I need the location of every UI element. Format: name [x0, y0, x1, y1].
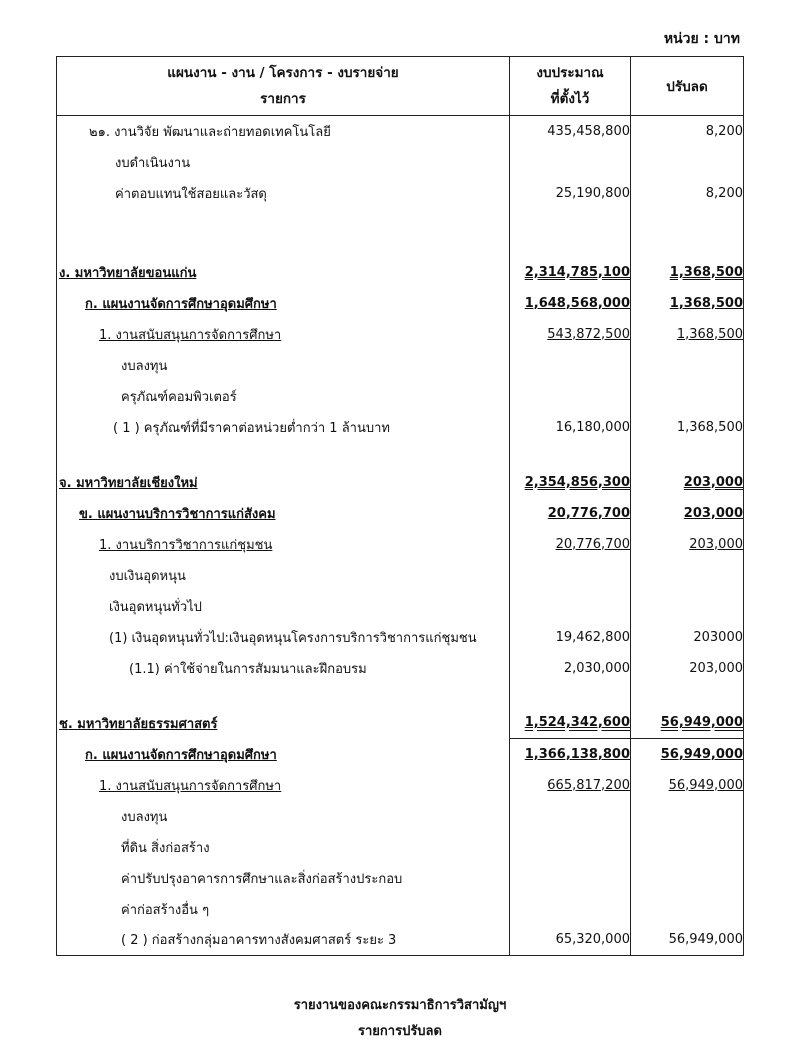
table-row — [57, 739, 744, 770]
row-cut: 56,949,000 — [631, 739, 744, 770]
row-cut: 1,368,500 — [676, 326, 743, 342]
row-label: ค่าตอบแทนใช้สอยและวัสดุ — [57, 178, 510, 209]
row-cut: 1,368,500 — [676, 419, 743, 435]
row-cut: 203,000 — [683, 505, 743, 521]
table-row — [57, 381, 744, 412]
spacer-row — [57, 684, 744, 708]
row-label: เงินอุดหนุนทั่วไป — [57, 591, 510, 622]
row-cut: 203,000 — [689, 536, 743, 552]
row-budget: 2,314,785,100 — [510, 257, 631, 288]
spacer-row — [57, 443, 744, 467]
row-cut: 56,949,000 — [668, 777, 743, 793]
header-budget — [510, 57, 631, 116]
table-row — [57, 116, 744, 147]
row-label-university: ช. มหาวิทยาลัยธรรมศาสตร์ — [57, 708, 510, 739]
row-label-task: 1. งานสนับสนุนการจัดการศึกษา — [57, 770, 510, 801]
row-label: งบลงทุน — [57, 801, 510, 832]
row-label: ( 2 ) ก่อสร้างกลุ่มอาคารทางสังคมศาสตร์ ระยะ 3 — [57, 925, 510, 956]
budget-table — [56, 56, 744, 956]
table-header-row — [57, 57, 744, 116]
row-label-plan: ก. แผนงานจัดการศึกษาอุดมศึกษา — [57, 288, 510, 319]
table-row — [57, 350, 744, 381]
table-row — [57, 412, 744, 443]
row-cut — [631, 350, 744, 381]
row-budget: 2,030,000 — [510, 653, 631, 684]
row-label-task: 1. งานบริการวิชาการแก่ชุมชน — [57, 529, 510, 560]
row-label-plan: ข. แผนงานบริการวิชาการแก่สังคม — [57, 498, 510, 529]
row-cut: 1,368,500 — [669, 264, 743, 280]
row-cut: 203,000 — [683, 474, 743, 490]
table-row — [57, 178, 744, 209]
table-row — [57, 770, 744, 801]
row-budget: 1,524,342,600 — [510, 708, 631, 739]
spacer-row — [57, 209, 744, 233]
row-budget: 65,320,000 — [510, 925, 631, 956]
table-row — [57, 319, 744, 350]
header-plan-line2: รายการ — [260, 91, 306, 107]
row-label: ๒๑. งานวิจัย พัฒนาและถ่ายทอดเทคโนโลยี — [57, 116, 510, 147]
table-row — [57, 801, 744, 832]
header-plan-line1: แผนงาน - งาน / โครงการ - งบรายจ่าย — [167, 65, 399, 81]
row-cut — [631, 560, 744, 591]
table-row — [57, 560, 744, 591]
row-label-university: ง. มหาวิทยาลัยขอนแก่น — [57, 257, 510, 288]
table-row — [57, 147, 744, 178]
table-row — [57, 925, 744, 956]
row-budget: 25,190,800 — [510, 178, 631, 209]
row-cut: 203,000 — [689, 660, 743, 676]
table-row — [57, 863, 744, 894]
row-cut — [631, 147, 744, 178]
table-row — [57, 708, 744, 739]
row-label: ค่าปรับปรุงอาคารการศึกษาและสิ่งก่อสร้างประกอบ — [57, 863, 510, 894]
row-budget — [510, 560, 631, 591]
header-budget-line1: งบประมาณ — [536, 65, 604, 81]
table-row — [57, 529, 744, 560]
row-label-university: จ. มหาวิทยาลัยเชียงใหม่ — [57, 467, 510, 498]
row-budget — [510, 863, 631, 894]
row-label: งบเงินอุดหนุน — [57, 560, 510, 591]
row-cut — [631, 832, 744, 863]
header-plan — [57, 57, 510, 116]
row-label: ครุภัณฑ์คอมพิวเตอร์ — [57, 381, 510, 412]
header-cut: ปรับลด — [631, 57, 744, 116]
row-cut: 8,200 — [705, 123, 743, 139]
row-cut — [631, 894, 744, 925]
table-row — [57, 467, 744, 498]
table-row — [57, 894, 744, 925]
row-budget: 20,776,700 — [510, 529, 631, 560]
row-budget — [510, 350, 631, 381]
row-budget: 2,354,856,300 — [510, 467, 631, 498]
row-cut — [631, 863, 744, 894]
row-label: ที่ดิน สิ่งก่อสร้าง — [57, 832, 510, 863]
row-budget: 543,872,500 — [510, 319, 631, 350]
row-label: งบลงทุน — [57, 350, 510, 381]
row-cut: 8,200 — [705, 185, 743, 201]
footer-report-title: รายงานของคณะกรรมาธิการวิสามัญฯ — [293, 998, 507, 1013]
table-row — [57, 622, 744, 653]
row-budget: 1,648,568,000 — [510, 288, 631, 319]
row-label: งบดำเนินงาน — [57, 147, 510, 178]
row-budget: 1,366,138,800 — [510, 739, 631, 770]
row-label: ค่าก่อสร้างอื่น ๆ — [57, 894, 510, 925]
row-budget: 20,776,700 — [510, 498, 631, 529]
row-budget — [510, 381, 631, 412]
row-budget — [510, 147, 631, 178]
row-budget: 435,458,800 — [510, 116, 631, 147]
row-label-plan: ก. แผนงานจัดการศึกษาอุดมศึกษา — [57, 739, 510, 770]
row-cut — [631, 801, 744, 832]
row-cut: 56,949,000 — [660, 715, 743, 731]
row-budget — [510, 832, 631, 863]
row-cut: 56,949,000 — [668, 932, 743, 948]
row-cut: 1,368,500 — [669, 295, 743, 311]
row-budget — [510, 801, 631, 832]
row-cut: 203000 — [693, 629, 743, 645]
table-row — [57, 832, 744, 863]
table-row — [57, 498, 744, 529]
unit-label: หน่วย : บาท — [663, 31, 740, 47]
footer-report-subtitle: รายการปรับลด — [358, 1024, 442, 1039]
row-budget — [510, 894, 631, 925]
header-budget-line2: ที่ตั้งไว้ — [550, 91, 590, 107]
row-label-task: 1. งานสนับสนุนการจัดการศึกษา — [57, 319, 510, 350]
row-budget — [510, 591, 631, 622]
row-cut — [631, 381, 744, 412]
row-cut — [631, 591, 744, 622]
row-budget: 19,462,800 — [510, 622, 631, 653]
row-budget: 16,180,000 — [510, 412, 631, 443]
table-row — [57, 288, 744, 319]
row-label: (1) เงินอุดหนุนทั่วไป:เงินอุดหนุนโครงการบริการวิชาการแก่ชุมชน — [57, 622, 510, 653]
spacer-row — [57, 233, 744, 257]
row-label: (1.1) ค่าใช้จ่ายในการสัมมนาและฝึกอบรม — [57, 653, 510, 684]
row-budget: 665,817,200 — [510, 770, 631, 801]
row-label: ( 1 ) ครุภัณฑ์ที่มีราคาต่อหน่วยต่ำกว่า 1 ล้านบาท — [57, 412, 510, 443]
table-row — [57, 257, 744, 288]
table-row — [57, 591, 744, 622]
table-row — [57, 653, 744, 684]
